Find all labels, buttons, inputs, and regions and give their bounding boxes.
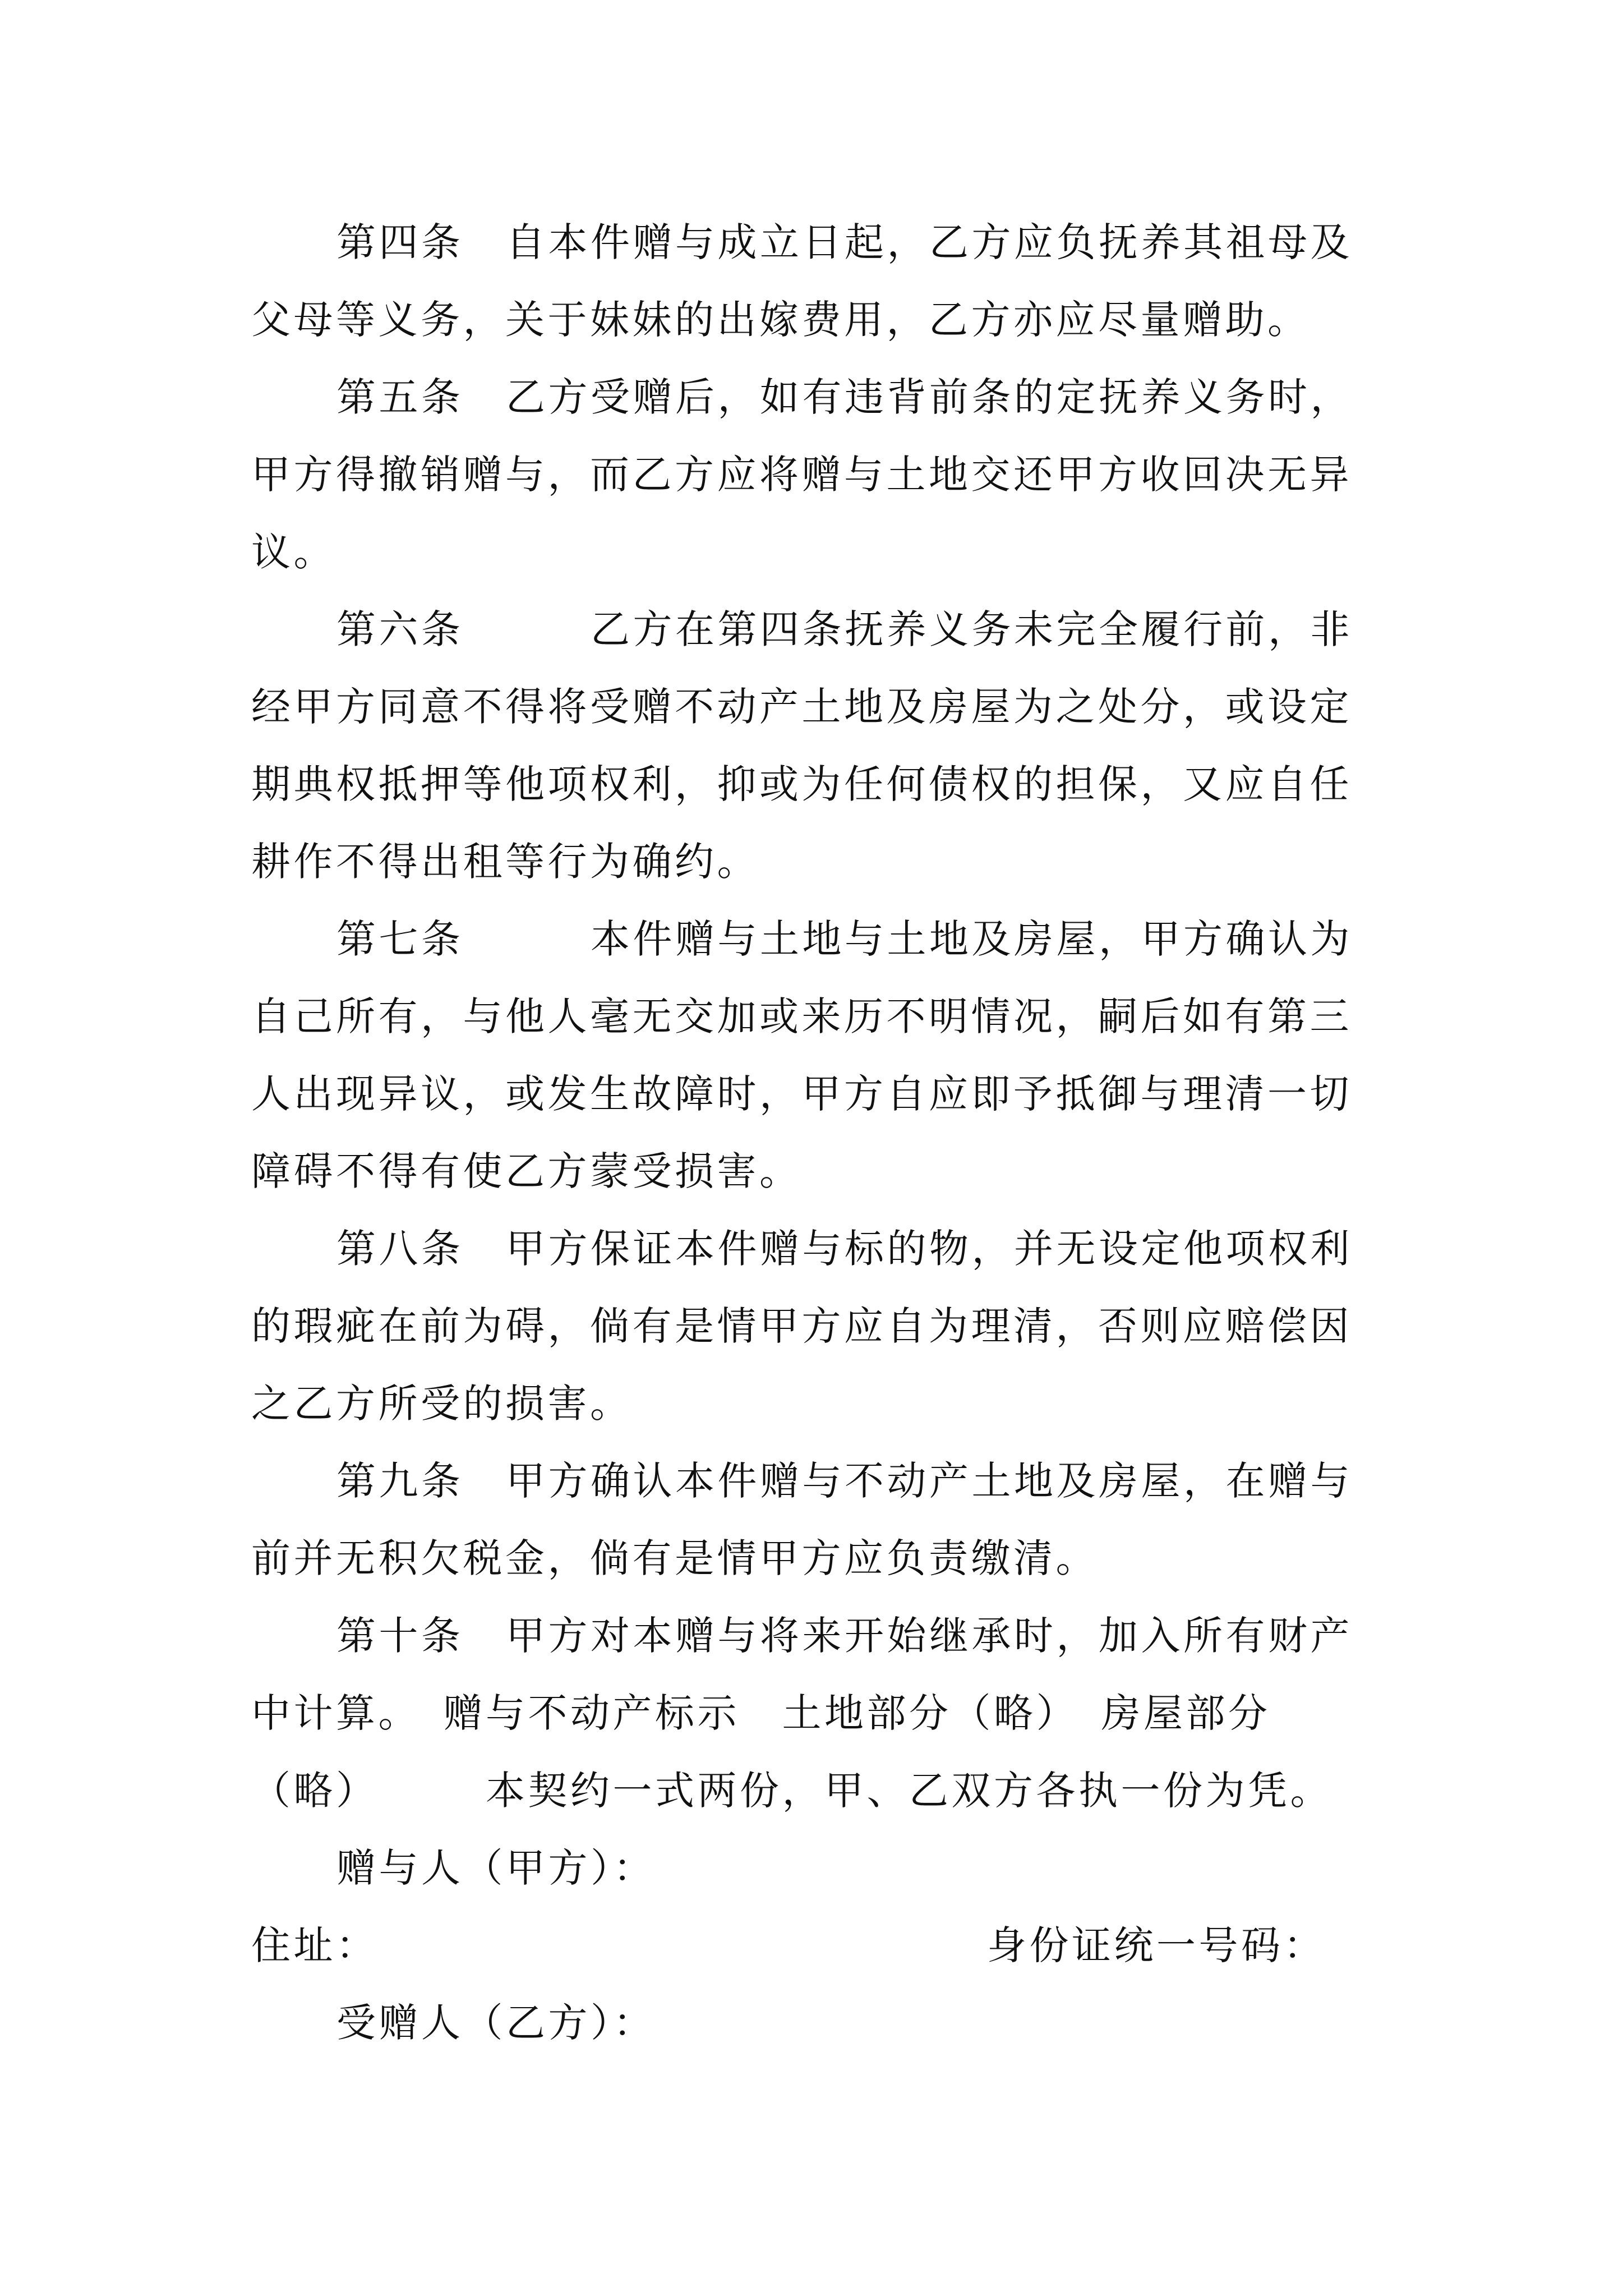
article-8-line-2: 的瑕疵在前为碍，倘有是情甲方应自为理清，否则应赔偿因 xyxy=(251,1303,1352,1349)
article-7-line-4: 障碍不得有使乙方蒙受损害。 xyxy=(251,1148,802,1194)
id-number-label: 身份证统一号码： xyxy=(987,1922,1326,1968)
address-label: 住址： xyxy=(251,1922,379,1968)
donee-label: 受赠人（乙方）： xyxy=(336,2000,656,2046)
article-8-line-3: 之乙方所受的损害。 xyxy=(251,1381,633,1427)
article-10-line-3: （略） 本契约一式两份，甲、乙双方各执一份为凭。 xyxy=(251,1768,1332,1814)
article-9-line-1: 第九条 甲方确认本件赠与不动产土地及房屋，在赠与 xyxy=(336,1458,1353,1504)
article-4-line-2: 父母等义务，关于妹妹的出嫁费用，乙方亦应尽量赠助。 xyxy=(251,297,1310,343)
article-6-line-4: 耕作不得出租等行为确约。 xyxy=(251,839,759,885)
article-5-line-3: 议。 xyxy=(251,529,336,575)
article-7-line-1: 第七条 本件赠与土地与土地及房屋，甲方确认为 xyxy=(336,916,1353,962)
article-10-line-2: 中计算。 赠与不动产标示 土地部分（略） 房屋部分 xyxy=(251,1690,1271,1736)
article-7-line-2: 自己所有，与他人毫无交加或来历不明情况，嗣后如有第三 xyxy=(251,993,1352,1039)
article-6-line-2: 经甲方同意不得将受赠不动产土地及房屋为之处分，或设定 xyxy=(251,684,1352,730)
article-5-line-2: 甲方得撤销赠与，而乙方应将赠与土地交还甲方收回决无异 xyxy=(251,452,1352,498)
article-10-line-1: 第十条 甲方对本赠与将来开始继承时，加入所有财产 xyxy=(336,1613,1353,1659)
donor-label: 赠与人（甲方）： xyxy=(336,1845,656,1891)
article-4-line-1: 第四条 自本件赠与成立日起，乙方应负抚养其祖母及 xyxy=(336,219,1353,265)
article-7-line-3: 人出现异议，或发生故障时，甲方自应即予抵御与理清一切 xyxy=(251,1071,1352,1117)
article-5-line-1: 第五条 乙方受赠后，如有违背前条的定抚养义务时， xyxy=(336,374,1353,420)
article-9-line-2: 前并无积欠税金，倘有是情甲方应负责缴清。 xyxy=(251,1535,1098,1581)
article-6-line-3: 期典权抵押等他项权利，抑或为任何债权的担保，又应自任 xyxy=(251,761,1352,807)
article-6-line-1: 第六条 乙方在第四条抚养义务未完全履行前，非 xyxy=(336,606,1353,652)
article-8-line-1: 第八条 甲方保证本件赠与标的物，并无设定他项权利 xyxy=(336,1226,1353,1272)
